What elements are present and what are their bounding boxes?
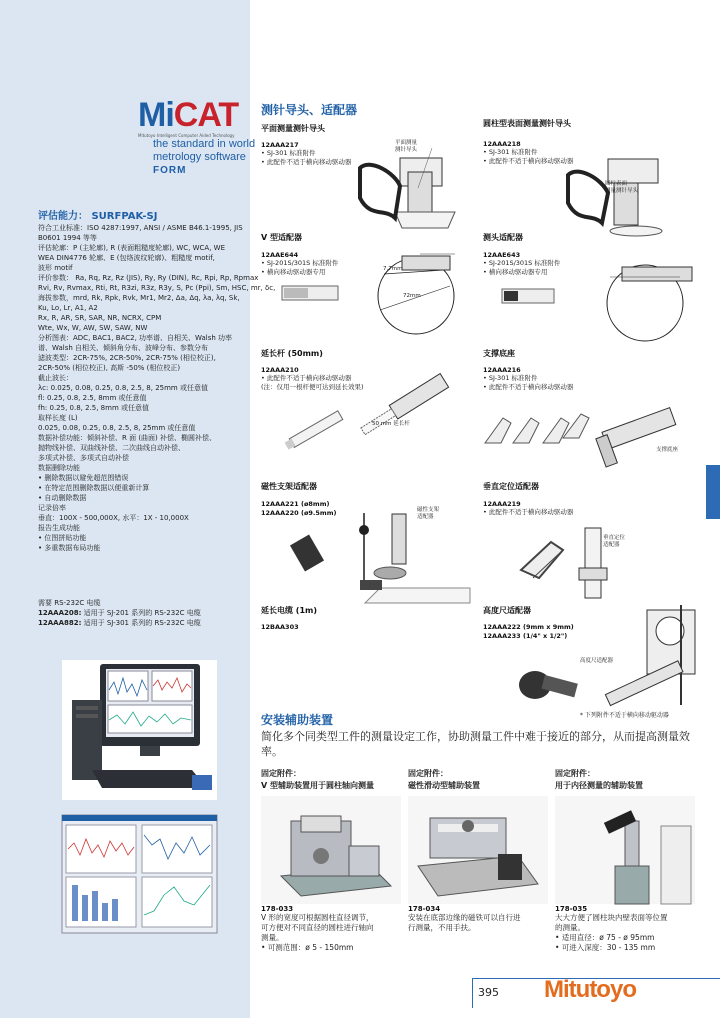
capability-line: 符合工业标准：ISO 4287:1997, ANSI / ASME B46.1-1995, JIS	[38, 224, 243, 232]
requirement-title: 需要 RS-232C 电缆	[38, 599, 101, 607]
capability-line: 垂直：100X - 500,000X, 水平：1X - 10,000X	[38, 514, 189, 522]
fixture-code: 178-035	[555, 905, 588, 913]
capability-list	[38, 211, 276, 553]
item-label: 支撑底座	[656, 447, 679, 453]
install-title: 安装辅助装置	[261, 713, 334, 727]
label-line: 测针导头	[395, 147, 418, 153]
v-fixture-photo	[261, 796, 401, 904]
item-code: 12AAA210	[261, 366, 299, 374]
desc-line: 的测量。	[555, 923, 585, 932]
logo-accent: CAT	[173, 96, 239, 134]
item-code: 12AAE643	[483, 251, 521, 259]
item-title: 高度尺适配器	[483, 606, 531, 615]
fixture-head: 固定附件：	[408, 769, 448, 778]
item-title: V 型适配器	[261, 233, 302, 242]
req-code: 12AAA208:	[38, 609, 82, 617]
capability-heading: 评估能力： SURFPAK-SJ	[38, 211, 158, 222]
item-note: • 此配件不适于横向移动驱动器	[483, 383, 574, 391]
item-note: • 此配件不适于横向移动驱动器	[261, 374, 352, 382]
vertical-adapter-illustration	[515, 522, 625, 602]
fixture-code: 178-033	[261, 905, 294, 913]
item-note: • 横向移动驱动器专用	[483, 268, 548, 276]
item-note: • 此配件不适于横向移动驱动器	[261, 158, 352, 166]
capability-line: fh: 0.25, 0.8, 2.5, 8mm 或任意值	[38, 404, 150, 412]
capability-line: 波形 motif	[38, 264, 73, 272]
item-note: • 横向移动驱动器专用	[261, 268, 326, 276]
section-title: 测针导头、适配器	[261, 103, 358, 117]
capability-line: Wte, Wx, W, AW, SW, SAW, NW	[38, 324, 148, 332]
capability-line: 评价参数： Ra, Rq, Rz, Rz (JIS), Ry, Ry (DIN), Rc, Rpi, Rp, Rpmax	[38, 274, 259, 282]
form-logo: FORM	[153, 165, 187, 176]
item-label: 72mm	[403, 293, 421, 299]
fixture-description	[555, 913, 668, 953]
extension-rod-illustration	[280, 358, 455, 448]
page-number: 395	[478, 986, 499, 999]
desc-line: 测量。	[261, 933, 284, 942]
item-code: 12AAA218	[483, 140, 521, 148]
capability-line: λc: 0.025, 0.08, 0.25, 0.8, 2.5, 8, 25mm 或任意值	[38, 384, 208, 392]
item-code: 12AAA217	[261, 141, 299, 149]
capability-line: 抛物线补偿、双曲线补偿、二次曲线自动补偿、	[38, 444, 185, 452]
install-description: 简化多个同类型工件的测量设定工作，协助测量工件中难于接近的部分，从而提高测量效率。	[261, 730, 690, 758]
item-title: 磁性支架适配器	[261, 482, 317, 491]
desc-line: 可方便对不同直径的圆柱进行轴向	[261, 923, 374, 932]
fixture-heading	[408, 768, 480, 792]
tagline-line: the standard in world	[153, 138, 256, 150]
item-label	[395, 140, 417, 154]
fixture-head: 固定附件：	[555, 769, 595, 778]
tagline	[153, 138, 255, 177]
capability-line: 海拔参数，mrd, Rk, Rpk, Rvk, Mr1, Mr2, Δa, Δq, λa, λq, Sk,	[38, 294, 240, 302]
capability-line: Ku, Lo, Lr, A1, A2	[38, 304, 98, 312]
mitutoyo-logo: Mitutoyo	[544, 976, 636, 1003]
capability-line: fl: 0.25, 0.8, 2.5, 8mm 或任意值	[38, 394, 147, 402]
item-label	[417, 507, 439, 521]
fixture-heading	[555, 768, 643, 792]
capability-line: 数据补偿功能：倾斜补偿、R 面 (曲面) 补偿、椭圆补偿、	[38, 434, 217, 442]
capability-line: 0.025, 0.08, 0.25, 0.8, 2.5, 8, 25mm 或任意值	[38, 424, 196, 432]
capability-line: Rx, R, AR, SR, SAR, NR, NCRX, CPM	[38, 314, 162, 322]
desc-line: 大大方便了圆柱块内壁表面等位置	[555, 913, 668, 922]
capability-line: • 删除数据以避免超范围错误	[38, 474, 129, 482]
label-line: 平面测量	[395, 140, 418, 146]
micat-logo	[138, 98, 238, 138]
desc-line: 行测量，不用手扶。	[408, 923, 476, 932]
item-note: • SJ-201S/301S 标准附件	[261, 259, 339, 267]
capability-line: 分析图表：ADC, BAC1, BAC2, 功率谱、自相关、Walsh 功率	[38, 334, 233, 342]
logo-subtitle: Mitutoyo Intelligent Computer Aided Technology	[138, 133, 235, 138]
capability-line: WEA DIN4776 轮廓、E (包络波纹轮廓)、粗糙度 motif,	[38, 254, 215, 262]
tagline-line: metrology software	[153, 151, 246, 163]
item-code: 12AAA220 (ø9.5mm)	[261, 509, 337, 517]
fixture-title: 用于内径测量的辅助装置	[555, 781, 643, 790]
item-code: 12AAE644	[261, 251, 299, 259]
item-label	[603, 535, 625, 549]
label-line: 测量测针导头	[605, 188, 639, 194]
capability-line: • 位图拼贴功能	[38, 534, 87, 542]
item-code: 12BAA303	[261, 623, 299, 631]
item-note: • SJ-301 标准附件	[483, 374, 538, 382]
software-screenshot	[62, 815, 217, 933]
label-line: 适配器	[603, 542, 620, 548]
capability-line: • 自动删除数据	[38, 494, 87, 502]
footnote: * 下列附件不适于横向移动驱动器	[580, 712, 669, 719]
capability-line: Rvi, Rv, Rvmax, Rti, Rt, R3zi, R3z, R3y, S, Pc (Ppi), Sm, HSC, mr, δc,	[38, 284, 276, 292]
label-line: 垂直定位	[603, 535, 626, 541]
item-title: 支撑底座	[483, 349, 515, 358]
item-note: • 此配件不适于横向移动驱动器	[483, 157, 574, 165]
item-label: 高度尺适配器	[580, 658, 614, 664]
capability-line: 截止波长：	[38, 374, 73, 382]
item-notes	[483, 508, 573, 517]
desc-line: • 可进入深度：30 - 135 mm	[555, 943, 656, 952]
item-label: 50 mm 延长杆	[372, 421, 410, 427]
capability-line: B0601 1994 等等	[38, 234, 97, 242]
capability-line: 评估轮廓：P (主轮廓), R (表面粗糙度轮廓), WC, WCA, WE	[38, 244, 226, 252]
probe-adapter-illustration	[500, 255, 695, 340]
capability-line: 2CR-50% (相位校正), 高斯 -50% (相位校正)	[38, 364, 181, 372]
capability-line: 报告生成功能	[38, 524, 80, 532]
item-title: 延长电缆 (1m)	[261, 606, 317, 615]
item-code: 12AAA216	[483, 366, 521, 374]
logo-prefix: Mi	[138, 96, 174, 134]
item-title: 垂直定位适配器	[483, 482, 539, 491]
desc-line: • 适用直径：ø 75 - ø 95mm	[555, 933, 655, 942]
desc-line: • 可测范围：ø 5 - 150mm	[261, 943, 354, 952]
desc-line: 安装在底部边缘的磁铁可以自行进	[408, 913, 521, 922]
item-note: • SJ-301 标准附件	[483, 148, 538, 156]
capability-line: 滤波类型：2CR-75%, 2CR-50%, 2CR-75% (相位校正),	[38, 354, 216, 362]
requirements	[38, 598, 201, 628]
item-note: • SJ-301 标准附件	[261, 149, 316, 157]
item-code: 12AAA219	[483, 500, 521, 508]
req-text: 适用于 SJ-301 系列的 RS-232C 电缆	[83, 619, 201, 627]
item-note: • 此配件不适于横向移动驱动器	[483, 508, 574, 516]
fixture-heading	[261, 768, 374, 792]
capability-line: • 多重数据布局功能	[38, 544, 101, 552]
item-title: 测头适配器	[483, 233, 523, 242]
fixture-head: 固定附件：	[261, 769, 301, 778]
fixture-description	[261, 913, 374, 953]
magnetic-stand-adapter-illustration	[280, 508, 470, 603]
fixture-title: 磁性滑动型辅助装置	[408, 781, 480, 790]
item-label: 7.7mm	[383, 266, 403, 272]
computer-photo	[62, 660, 217, 800]
capability-line: 数据删除功能	[38, 464, 80, 472]
v-adapter-illustration	[280, 250, 460, 340]
magnetic-slide-fixture-photo	[408, 796, 548, 904]
label-line: 磁性支架	[417, 507, 440, 513]
label-line: 圆柱表面	[605, 181, 628, 187]
item-code: 12AAA222 (9mm x 9mm)	[483, 623, 574, 631]
capability-line: 多项式补偿、多项式自动补偿	[38, 454, 129, 462]
cylindrical-probe-guide-illustration	[550, 155, 670, 237]
req-code: 12AAA882:	[38, 619, 82, 627]
item-code: 12AAA221 (ø8mm)	[261, 500, 330, 508]
item-title: 延长杆 (50mm)	[261, 349, 323, 358]
req-text: 适用于 SJ-201 系列的 RS-232C 电缆	[83, 609, 201, 617]
chapter-tab	[706, 465, 720, 519]
support-stand-illustration	[483, 388, 693, 466]
item-title: 圆柱型表面测量测针导头	[483, 119, 571, 128]
capability-line: 谱、Walsh 自相关、倾斜角分布、波峰分布、参数分布	[38, 344, 209, 352]
capability-line: 取样长度 (L)	[38, 414, 78, 422]
label-line: 适配器	[417, 514, 434, 520]
item-note: (注：仅用一根杆便可达到延长效果)	[261, 383, 364, 391]
item-notes	[261, 149, 351, 167]
item-code: 12AAA233 (1/4" x 1/2")	[483, 632, 568, 640]
fixture-title: V 型辅助装置用于圆柱轴向测量	[261, 781, 374, 790]
inner-diameter-fixture-photo	[555, 796, 695, 904]
capability-line: 记录倍率	[38, 504, 66, 512]
item-label	[605, 181, 638, 195]
footer-rule-vertical	[472, 978, 473, 1008]
desc-line: V 形的宽度可根据圆柱直径调节，	[261, 913, 374, 922]
fixture-description	[408, 913, 521, 933]
capability-line: • 在特定范围删除数据以便重新计算	[38, 484, 150, 492]
item-note: • SJ-201S/301S 标准附件	[483, 259, 561, 267]
item-title: 平面测量测针导头	[261, 124, 325, 133]
fixture-code: 178-034	[408, 905, 441, 913]
